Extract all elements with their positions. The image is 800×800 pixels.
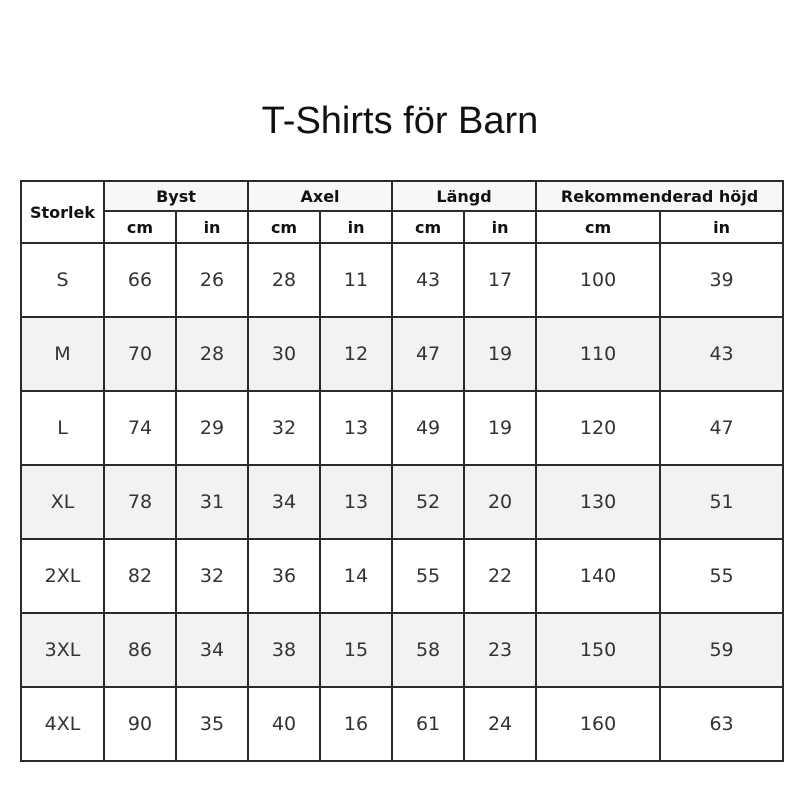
recommended-height-group-header: Rekommenderad höjd — [536, 181, 783, 211]
measurement-cell: 22 — [464, 539, 536, 613]
size-column-header: Storlek — [21, 181, 104, 243]
table-row — [21, 539, 783, 613]
measurement-cell: 31 — [176, 465, 248, 539]
measurement-cell: 47 — [660, 391, 783, 465]
measurement-cell: 49 — [392, 391, 464, 465]
unit-header: cm — [392, 211, 464, 243]
measurement-cell: 78 — [104, 465, 176, 539]
size-cell: XL — [21, 465, 104, 539]
measurement-cell: 13 — [320, 465, 392, 539]
size-cell: M — [21, 317, 104, 391]
measurement-cell: 160 — [536, 687, 660, 761]
measurement-cell: 59 — [660, 613, 783, 687]
measurement-cell: 19 — [464, 391, 536, 465]
measurement-cell: 74 — [104, 391, 176, 465]
measurement-cell: 63 — [660, 687, 783, 761]
measurement-cell: 43 — [660, 317, 783, 391]
measurement-cell: 58 — [392, 613, 464, 687]
size-cell: 2XL — [21, 539, 104, 613]
table-row — [21, 687, 783, 761]
table-row — [21, 317, 783, 391]
size-cell: 4XL — [21, 687, 104, 761]
table-row — [21, 243, 783, 317]
table-row — [21, 613, 783, 687]
size-table-body — [21, 243, 783, 761]
measurement-cell: 86 — [104, 613, 176, 687]
unit-header: cm — [248, 211, 320, 243]
measurement-cell: 19 — [464, 317, 536, 391]
measurement-cell: 20 — [464, 465, 536, 539]
measurement-cell: 150 — [536, 613, 660, 687]
measurement-cell: 40 — [248, 687, 320, 761]
measurement-cell: 82 — [104, 539, 176, 613]
measurement-cell: 51 — [660, 465, 783, 539]
unit-header: in — [660, 211, 783, 243]
measurement-cell: 13 — [320, 391, 392, 465]
measurement-cell: 14 — [320, 539, 392, 613]
measurement-cell: 34 — [176, 613, 248, 687]
measurement-cell: 30 — [248, 317, 320, 391]
measurement-cell: 12 — [320, 317, 392, 391]
unit-header: in — [320, 211, 392, 243]
measurement-cell: 23 — [464, 613, 536, 687]
measurement-cell: 66 — [104, 243, 176, 317]
unit-header: in — [464, 211, 536, 243]
measurement-cell: 11 — [320, 243, 392, 317]
table-row — [21, 391, 783, 465]
measurement-cell: 26 — [176, 243, 248, 317]
measurement-cell: 35 — [176, 687, 248, 761]
page-title: T-Shirts för Barn — [261, 100, 539, 142]
measurement-cell: 120 — [536, 391, 660, 465]
measurement-cell: 24 — [464, 687, 536, 761]
measurement-cell: 32 — [176, 539, 248, 613]
measurement-cell: 61 — [392, 687, 464, 761]
measurement-cell: 55 — [392, 539, 464, 613]
measurement-cell: 70 — [104, 317, 176, 391]
bust-group-header: Byst — [104, 181, 248, 211]
unit-header: in — [176, 211, 248, 243]
measurement-cell: 28 — [248, 243, 320, 317]
measurement-cell: 38 — [248, 613, 320, 687]
measurement-cell: 55 — [660, 539, 783, 613]
measurement-cell: 36 — [248, 539, 320, 613]
measurement-cell: 29 — [176, 391, 248, 465]
size-cell: L — [21, 391, 104, 465]
measurement-cell: 100 — [536, 243, 660, 317]
measurement-cell: 110 — [536, 317, 660, 391]
measurement-cell: 39 — [660, 243, 783, 317]
measurement-cell: 28 — [176, 317, 248, 391]
measurement-cell: 32 — [248, 391, 320, 465]
measurement-cell: 52 — [392, 465, 464, 539]
measurement-cell: 16 — [320, 687, 392, 761]
shoulder-group-header: Axel — [248, 181, 392, 211]
size-cell: S — [21, 243, 104, 317]
size-cell: 3XL — [21, 613, 104, 687]
measurement-cell: 130 — [536, 465, 660, 539]
length-group-header: Längd — [392, 181, 536, 211]
table-row — [21, 465, 783, 539]
size-chart-table — [20, 180, 784, 762]
measurement-cell: 90 — [104, 687, 176, 761]
measurement-cell: 17 — [464, 243, 536, 317]
measurement-cell: 47 — [392, 317, 464, 391]
unit-header: cm — [536, 211, 660, 243]
measurement-cell: 34 — [248, 465, 320, 539]
measurement-cell: 140 — [536, 539, 660, 613]
measurement-cell: 43 — [392, 243, 464, 317]
unit-header: cm — [104, 211, 176, 243]
measurement-cell: 15 — [320, 613, 392, 687]
